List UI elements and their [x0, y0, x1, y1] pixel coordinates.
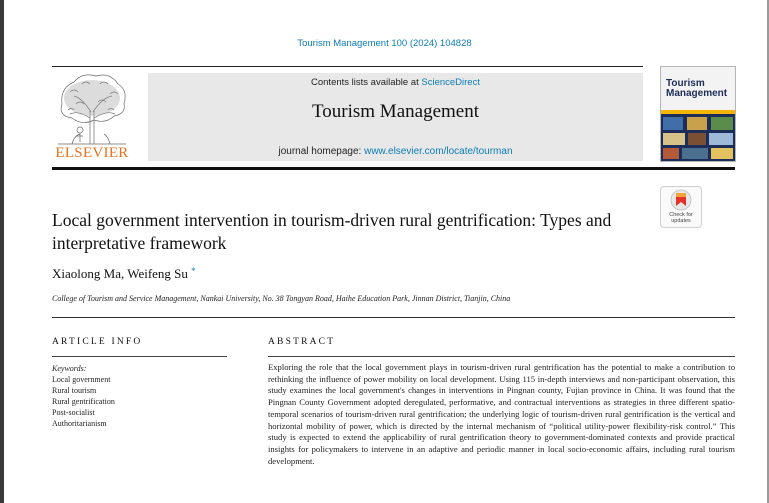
- journal-title[interactable]: Tourism Management: [312, 101, 479, 122]
- abstract-heading: ABSTRACT: [268, 337, 336, 347]
- crossmark-label: [661, 212, 701, 224]
- homepage-line: [148, 146, 643, 157]
- author-list: [52, 266, 196, 282]
- keyword-item: Authoritarianism: [52, 419, 107, 428]
- article-info-rule: [52, 356, 227, 357]
- article-title: Local government intervention in tourism-driven rural gentrification: Types and interpretative framework: [52, 210, 612, 253]
- keywords-label: Keywords:: [52, 364, 87, 373]
- journal-masthead: [148, 73, 643, 161]
- abstract-body: Exploring the role that the local government plays in tourism-driven rural gentrification has the potential to make a contribution to rethinking the influence of power mobility on local development. Using 115 in-depth interviews and non-participant observation, this study examines the local government's changes in interventions in Pingnan county, Fujian province in China. It was found that the Pingnan County Government adopted deregulated, performative, and contractual interventions as strategies in three different spatio-temporal scenarios of tourism-driven rural gentrification; the underlying logic of tourism-driven rural gentrification is the vertical and horizontal mobility of power, which is directed by the internal mechanism of “political utility-power flexibility-risk control.” This study is expected to extend the applicability of rural gentrification theory to government-dominated contexts and provide practical insights for policymakers to intervene in an adaptive and periodic manner in local socio-economic affairs, including rural tourism development.: [268, 362, 735, 466]
- cover-title: [666, 79, 727, 99]
- crossmark-line2: updates: [671, 218, 691, 224]
- elsevier-wordmark: ELSEVIER: [55, 145, 129, 161]
- page-frame-left: [0, 0, 4, 503]
- tree-icon: [52, 70, 132, 146]
- homepage-prefix: journal homepage:: [278, 146, 365, 157]
- keyword-item: Rural tourism: [52, 386, 97, 395]
- title-bottom-rule: [52, 317, 735, 318]
- check-for-updates-badge[interactable]: [660, 186, 702, 228]
- keyword-item: Rural gentrification: [52, 397, 115, 406]
- author-affiliation: College of Tourism and Service Management, Nankai University, No. 38 Tongyan Road, Haihe Education Park, Jinnan District, Tianjin, China: [52, 294, 511, 303]
- sciencedirect-link[interactable]: ScienceDirect: [421, 77, 480, 88]
- crossmark-icon: [661, 187, 701, 213]
- abstract-rule: [268, 356, 735, 357]
- corresponding-author-mark[interactable]: *: [191, 266, 196, 276]
- contents-prefix: Contents lists available at: [311, 77, 422, 88]
- cover-title-line1: Tourism: [666, 78, 705, 89]
- keyword-item: Local government: [52, 375, 111, 384]
- keyword-item: Post-socialist: [52, 408, 95, 417]
- keywords-block: [52, 363, 227, 429]
- journal-citation[interactable]: Tourism Management 100 (2024) 104828: [297, 38, 472, 49]
- cover-photo-image: [661, 114, 735, 161]
- author-names[interactable]: Xiaolong Ma, Weifeng Su: [52, 266, 188, 281]
- article-info-heading: ARTICLE INFO: [52, 337, 143, 347]
- cover-title-line2: Management: [666, 88, 728, 99]
- contents-line: [148, 77, 643, 88]
- homepage-link[interactable]: www.elsevier.com/locate/tourman: [364, 146, 513, 157]
- masthead-bottom-rule: [52, 167, 735, 170]
- crossmark-line1: Check for: [669, 212, 693, 218]
- header-rule: [52, 66, 643, 67]
- journal-cover-thumbnail[interactable]: [660, 66, 736, 162]
